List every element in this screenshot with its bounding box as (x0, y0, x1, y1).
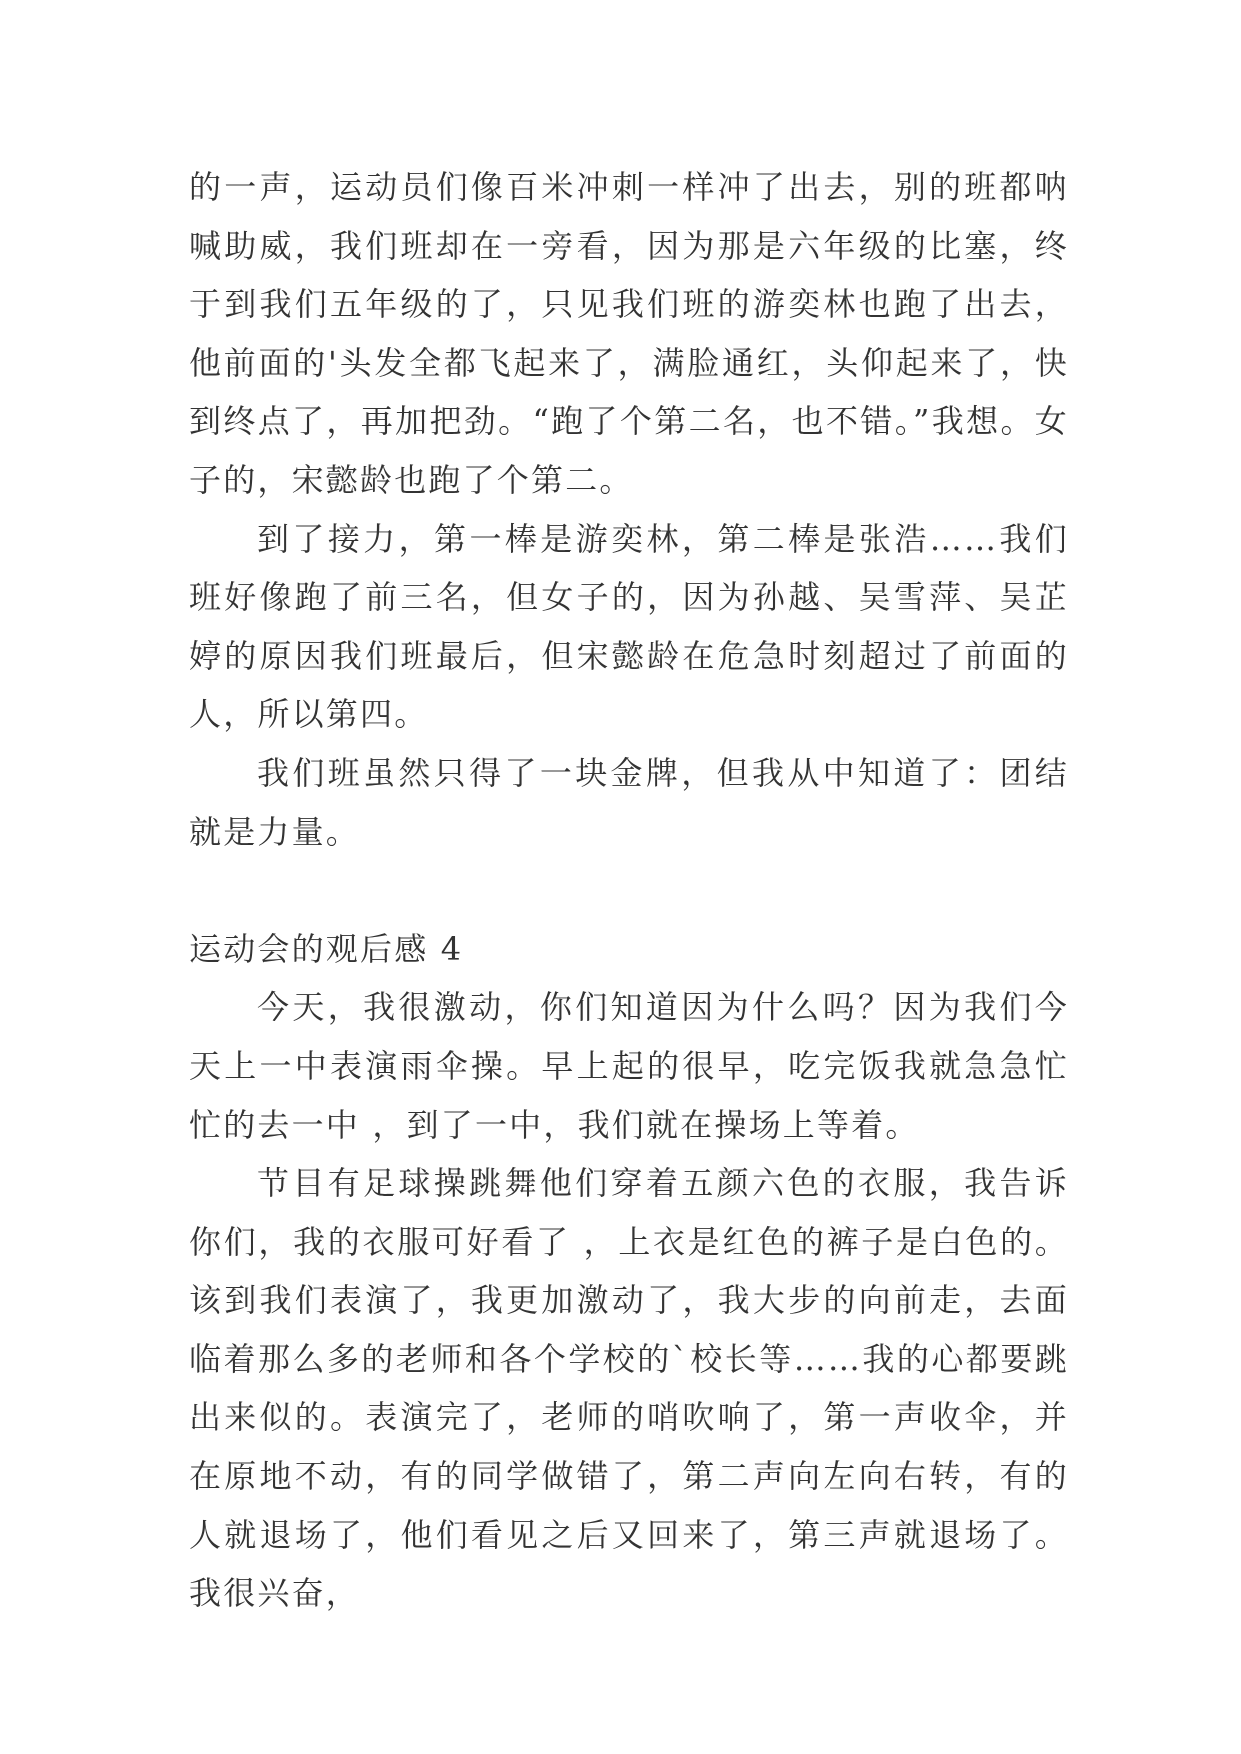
paragraph-relay: 到了接力，第一棒是游奕林，第二棒是张浩……我们班好像跑了前三名，但女子的，因为孙越、吴雪萍、吴芷婷的原因我们班最后，但宋懿龄在危急时刻超过了前面的人，所以第四。 (189, 519, 1069, 734)
paragraph-continuation: 的一声，运动员们像百米冲刺一样冲了出去，别的班都呐喊助威，我们班却在一旁看，因为那是六年级的比塞，终于到我们五年级的了，只见我们班的游奕林也跑了出去，他前面的'头发全都飞起来了，满脸通红，头仰起来了，快到终点了，再加把劲。“跑了个第二名，也不错。”我想。女子的，宋懿龄也跑了个第二。 (189, 168, 1069, 499)
document-body (189, 158, 1069, 1623)
section-heading: 运动会的观后感 4 (189, 929, 464, 968)
paragraph-conclusion: 我们班虽然只得了一块金牌，但我从中知道了：团结就是力量。 (189, 753, 1069, 851)
paragraph-intro: 今天，我很激动，你们知道因为什么吗？因为我们今天上一中表演雨伞操。早上起的很早，吃完饭我就急急忙忙的去一中 ，到了一中，我们就在操场上等着。 (189, 988, 1069, 1144)
section-spacer (189, 861, 1069, 920)
paragraph-performance: 节目有足球操跳舞他们穿着五颜六色的衣服，我告诉你们，我的衣服可好看了 ，上衣是红色的裤子是白色的。该到我们表演了，我更加激动了，我大步的向前走，去面临着那么多的老师和各个学校的`校长等……我的心都要跳出来似的。表演完了，老师的哨吹响了，第一声收伞，并在原地不动，有的同学做错了，第二声向左向右转，有的人就退场了，他们看见之后又回来了，第三声就退场了。我很兴奋， (189, 1164, 1069, 1613)
